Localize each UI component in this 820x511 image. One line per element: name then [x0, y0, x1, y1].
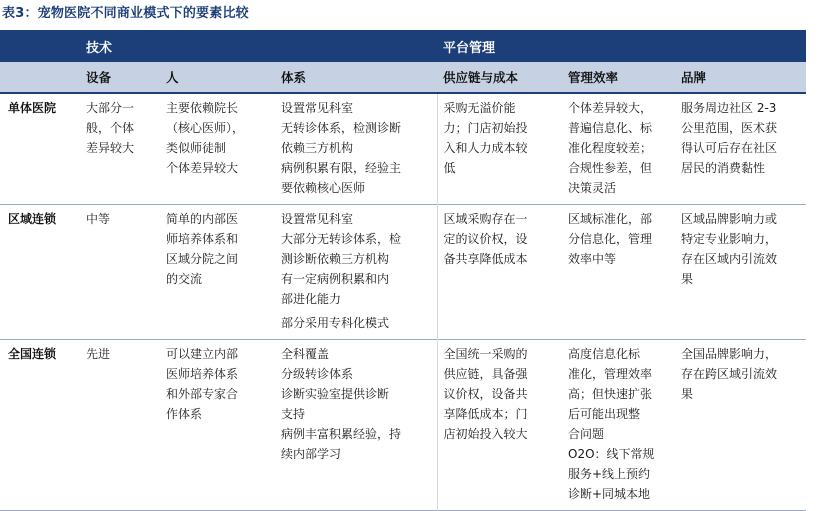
cell-text-line: 服务+线上预约 [568, 467, 651, 481]
cell-text-line: 中等 [86, 212, 111, 226]
table-row [0, 205, 806, 340]
cell-text-line: 个体差异较大 [166, 161, 239, 175]
cell-people [160, 205, 275, 340]
cell-text-line: 力；门店初始投 [443, 121, 528, 135]
cell-text-line: 采购无溢价能 [443, 101, 516, 115]
column-header-row [0, 62, 806, 93]
cell-text-line: 依赖三方机构 [281, 141, 354, 155]
cell-text-line: 议价权，设备共 [443, 387, 528, 401]
cell-text-line: 和外部专家合 [166, 387, 239, 401]
cell-text-line: 无转诊体系，检测诊断 [281, 121, 402, 135]
cell-text-line: 病例丰富积累经验，持 [281, 427, 402, 441]
cell-text-line: O2O：线下常规 [568, 447, 655, 461]
cell-text-line: 大部分一 [86, 101, 135, 115]
cell-text-line: 服务周边社区 2-3 [681, 101, 777, 115]
cell-text-line: 支持 [281, 407, 306, 421]
cell-text-line: 区域品牌影响力或 [681, 212, 778, 226]
cell-system [275, 205, 437, 340]
corner-cell-2 [0, 62, 80, 93]
cell-text-line: 准化，管理效率 [568, 367, 653, 381]
cell-text-line: 高度信息化标 [568, 347, 641, 361]
cell-text-line: 先进 [86, 347, 111, 361]
group-header-tech: 技术 [80, 30, 437, 62]
cell-people [160, 93, 275, 205]
cell-text-line: 居民的消费黏性 [681, 161, 766, 175]
cell-text-line: 师培养体系和 [166, 232, 239, 246]
cell-text-line: 医师培养体系 [166, 367, 239, 381]
cell-text-line: 果 [681, 387, 694, 401]
cell-text-line: 备共享降低成本 [443, 252, 528, 266]
cell-text-line: 合问题 [568, 427, 605, 441]
cell-text-line: 要依赖核心医师 [281, 181, 366, 195]
cell-text-line: 区域分院之间 [166, 252, 239, 266]
group-header-platform: 平台管理 [437, 30, 806, 62]
cell-text-line: 高；但快速扩张 [568, 387, 653, 401]
cell-text-line: 的交流 [166, 272, 203, 286]
cell-text-line: 部进化能力 [281, 292, 342, 306]
cell-text-line: 果 [681, 272, 694, 286]
cell-text-line: 低 [443, 161, 456, 175]
cell-text-line: 决策灵活 [568, 181, 617, 195]
cell-text-line: 效率中等 [568, 252, 617, 266]
row-header-single-hospital: 单体医院 [8, 101, 57, 115]
cell-text-line: 合规性参差，但 [568, 161, 653, 175]
column-header: 设备 [80, 62, 160, 93]
column-header: 供应链与成本 [437, 62, 562, 93]
cell-text-line: 区域标准化，部 [568, 212, 653, 226]
cell-text-line: 有一定病例积累和内 [281, 272, 390, 286]
column-header: 体系 [275, 62, 437, 93]
cell-system-extra: 部分采用专科化模式 [281, 316, 390, 330]
cell-system-lines [281, 209, 431, 309]
cell-supply-cost [437, 93, 562, 205]
row-header-regional-chain: 区域连锁 [8, 212, 57, 226]
corner-cell [0, 30, 80, 62]
group-header-row [0, 30, 806, 62]
cell-text-line: 诊断实验室提供诊断 [281, 387, 390, 401]
cell-text-line: 全国统一采购的 [443, 347, 528, 361]
cell-text-line: 设置常见科室 [281, 212, 354, 226]
cell-efficiency [562, 205, 675, 340]
cell-text-line: 得认可后存在社区 [681, 141, 778, 155]
cell-text-line: 公里范围，医术获 [681, 121, 778, 135]
cell-text-line: 享降低成本；门 [443, 407, 528, 421]
cell-equipment [80, 205, 160, 340]
table-caption: 表3：宠物医院不同商业模式下的要素比较 [2, 6, 249, 21]
cell-text-line: 般，个体 [86, 121, 135, 135]
column-header: 管理效率 [562, 62, 675, 93]
cell-text-line: 个体差异较大， [568, 101, 653, 115]
cell-text-line: 定的议价权，设 [443, 232, 528, 246]
cell-text-line: 设置常见科室 [281, 101, 354, 115]
cell-text-line: 作体系 [166, 407, 203, 421]
cell-supply-cost [437, 205, 562, 340]
cell-text-line: （核心医师）， [166, 121, 245, 135]
column-header: 品牌 [675, 62, 806, 93]
table-row [0, 93, 806, 205]
cell-text-line: 简单的内部医 [166, 212, 239, 226]
cell-text-line: 供应链，具备强 [443, 367, 528, 381]
cell-text-line: 病例积累有限，经验主 [281, 161, 402, 175]
cell-text-line: 特定专业影响力， [681, 232, 778, 246]
cell-text-line: 主要依赖院长 [166, 101, 239, 115]
cell-text-line: 续内部学习 [281, 447, 342, 461]
cell-text-line: 区域采购存在一 [443, 212, 528, 226]
cell-text-line: 普遍信息化、标 [568, 121, 653, 135]
cell-text-line: 存在区域内引流效 [681, 252, 778, 266]
cell-text-line: 测诊断依赖三方机构 [281, 252, 390, 266]
cell-brand [675, 205, 806, 340]
cell-text-line: 分级转诊体系 [281, 367, 354, 381]
cell-text-line: 后可能出现整 [568, 407, 641, 421]
comparison-table [0, 30, 806, 511]
cell-text-line: 全国品牌影响力， [681, 347, 778, 361]
cell-text-line: 可以建立内部 [166, 347, 239, 361]
cell-text-line: 准化程度较差； [568, 141, 653, 155]
cell-text-line: 店初始投入较大 [443, 427, 528, 441]
column-header: 人 [160, 62, 275, 93]
cell-text-line: 大部分无转诊体系，检 [281, 232, 402, 246]
row-header-national-chain: 全国连锁 [8, 347, 57, 361]
cell-brand [675, 93, 806, 205]
cell-text-line: 类似师徒制 [166, 141, 227, 155]
cell-text-line: 差异较大 [86, 141, 135, 155]
cell-efficiency [562, 93, 675, 205]
cell-text-line: 诊断+同城本地 [568, 487, 651, 501]
cell-text-line: 分信息化，管理 [568, 232, 653, 246]
cell-equipment [80, 93, 160, 205]
cell-system [275, 93, 437, 205]
cell-text-line: 入和人力成本较 [443, 141, 528, 155]
cell-text-line: 存在跨区域引流效 [681, 367, 778, 381]
cell-text-line: 全科覆盖 [281, 347, 330, 361]
